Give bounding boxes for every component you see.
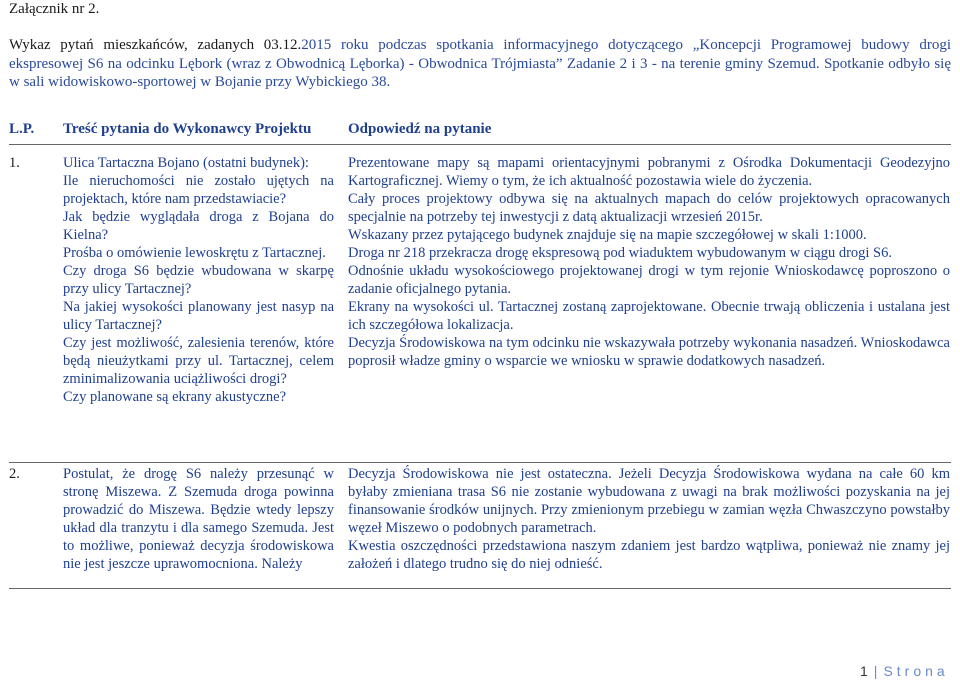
question-line: Postulat, że drogę S6 należy przesunąć w stronę Miszewa. Z Szemuda droga powinna prowadzić do Miszewa. Będzie wtedy lepszy układ dla tranzytu i dla samego Szemuda. Jest to możliwe, ponieważ decyzja środowiskowa nie jest jeszcze uprawomocniona. Należy: [63, 466, 334, 572]
answer-line: Kwestia oszczędności przedstawiona naszym zdaniem jest bardzo wątpliwa, ponieważ nie znamy jej założeń i dlatego trudno się do niej odnieść.: [348, 538, 950, 572]
answer-line: Decyzja Środowiskowa nie jest ostateczna. Jeżeli Decyzja Środowiskowa wydana na całe 60 km byłaby zmieniana trasa S6 nie zostanie wybudowana z uwagi na brak możliwości pozyskania na jej finansowanie środków unijnych. Przy zmienionym przebiegu w zamian węzła Chwaszczyno powstałby węzeł Miszewo o podobnych parametrach.: [348, 466, 950, 536]
intro-rest: 2015 roku podczas spotkania informacyjnego dotyczącego „Koncepcji Programowej budowy drogi ekspresowej S6 na odcinku Lębork (wraz z Obwodnicą Lęborka) - Obwodnica Trójmiasta” Zadanie 2 i 3 - na terenie gminy Szemud. Spotkanie odbyło się w sali widowiskowo-sportowej w Bojanie przy Wybickiego 38.: [9, 37, 951, 90]
question-line: Czy planowane są ekrany akustyczne?: [63, 389, 287, 405]
answer-line: Ekrany na wysokości ul. Tartacznej zostaną zaprojektowane. Obecnie trwają obliczenia i ustalana jest ich szczegółowa lokalizacja.: [348, 299, 950, 333]
answer-line: Decyzja Środowiskowa na tym odcinku nie wskazywała potrzeby wykonania nasadzeń. Wnioskodawca poprosił władze gminy o wsparcie we wniosku w sprawie dodatkowych nasadzeń.: [348, 335, 950, 369]
table-bottom-rule: [9, 588, 951, 589]
row-number: 2.: [9, 466, 20, 482]
question-line: Prośba o omówienie lewoskrętu z Tartacznej.: [63, 245, 326, 261]
answer-line: Wskazany przez pytającego budynek znajduje się na mapie szczegółowej w skali 1:1000.: [348, 227, 867, 243]
intro-lead: Wykaz pytań mieszkańców, zadanych 03.12.: [9, 37, 302, 53]
page-footer: [860, 662, 949, 680]
question-line: Czy jest możliwość, zalesienia terenów, które będą nieużytkami przy ul. Tartacznej, celem zminimalizowania uciążliwości drogi?: [63, 335, 334, 387]
page-number: 1: [860, 663, 868, 679]
row-2-answer: [348, 465, 950, 573]
answer-line: Droga nr 218 przekracza drogę ekspresową pod wiaduktem wybudowanym w ciągu drogi S6.: [348, 245, 892, 261]
header-question: Treść pytania do Wykonawcy Projektu: [63, 121, 312, 137]
row-rule: [9, 462, 951, 463]
header-lp: L.P.: [9, 121, 35, 137]
header-answer: Odpowiedź na pytanie: [348, 121, 492, 137]
row-2-question: [63, 465, 334, 573]
row-1-answer: [348, 154, 950, 370]
table-header: [9, 120, 951, 140]
question-line: Jak będzie wyglądała droga z Bojana do Kielna?: [63, 209, 334, 243]
answer-line: Prezentowane mapy są mapami orientacyjnymi pobranymi z Ośrodka Dokumentacji Geodezyjno Kartograficznej. Wiemy o tym, że ich aktualność pozostawia wiele do życzenia.: [348, 155, 950, 189]
footer-separator: |: [873, 663, 878, 679]
attachment-label: Załącznik nr 2.: [9, 1, 100, 17]
question-line: Na jakiej wysokości planowany jest nasyp na ulicy Tartacznej?: [63, 299, 334, 333]
row-1-question: [63, 154, 334, 406]
page-word: Strona: [883, 663, 949, 679]
question-line: Ile nieruchomości nie zostało ujętych na projektach, które nam przedstawiacie?: [63, 173, 334, 207]
question-line: Ulica Tartaczna Bojano (ostatni budynek):: [63, 155, 309, 171]
row-number: 1.: [9, 155, 20, 171]
intro-paragraph: [9, 36, 951, 92]
answer-line: Cały proces projektowy odbywa się na aktualnych mapach do celów projektowych opracowanych specjalnie na potrzeby tej inwestycji z datą aktualizacji wrzesień 2015r.: [348, 191, 950, 225]
answer-line: Odnośnie układu wysokościowego projektowanej drogi w tym rejonie Wnioskodawcę poproszono o zadanie oficjalnego pytania.: [348, 263, 950, 297]
question-line: Czy droga S6 będzie wbudowana w skarpę przy ulicy Tartacznej?: [63, 263, 334, 297]
header-rule: [9, 144, 951, 145]
